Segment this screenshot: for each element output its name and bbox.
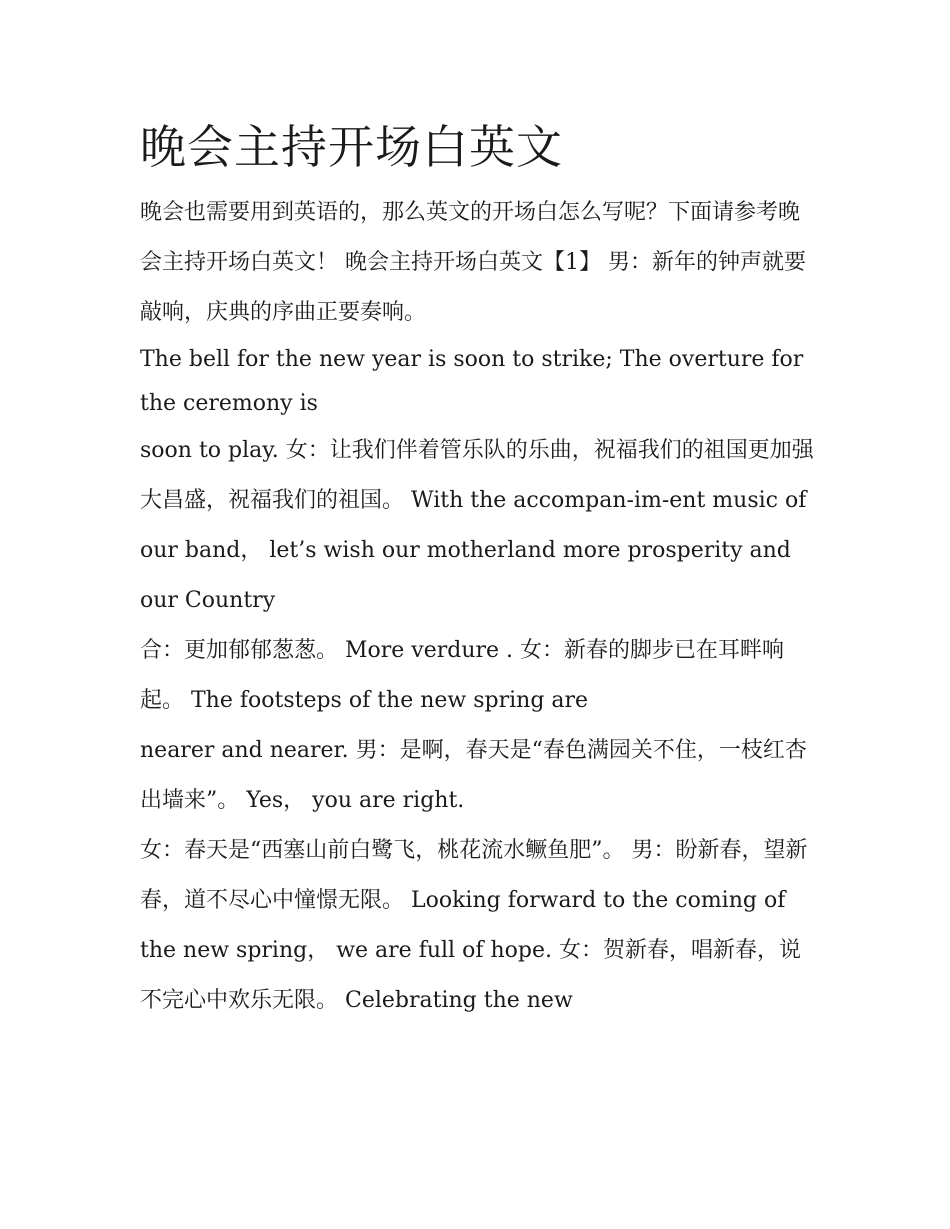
paragraph-intro: 晚会也需要用到英语的，那么英文的开场白怎么写呢？下面请参考晚会主持开场白英文！ 晚会主持开场白英文【1】 男：新年的钟声就要敲响，庆典的序曲正要奏响。 <box>140 200 806 325</box>
document-title: 晚会主持开场白英文 <box>140 120 563 174</box>
paragraph-band: soon to play. 女：让我们伴着管乐队的乐曲，祝福我们的祖国更加强大昌盛，祝福我们的祖国。 With the accompan-im-ent music of our band， let’s wish our motherland more prosperity and our Country <box>140 438 814 613</box>
paragraph-bell: The bell for the new year is soon to strike; The overture for the ceremony is <box>140 347 811 416</box>
document-page <box>140 112 820 1026</box>
paragraph-celebrate: the new spring， we are full of hope. 女：贺新春，唱新春，说不完心中欢乐无限。 Celebrating the new <box>140 938 801 1013</box>
paragraph-verdure: 合：更加郁郁葱葱。 More verdure . 女：新春的脚步已在耳畔响起。 The footsteps of the new spring are <box>140 638 785 713</box>
paragraph-egret: 女：春天是“西塞山前白鹭飞，桃花流水鳜鱼肥”。 男：盼新春，望新春，道不尽心中憧憬无限。 Looking forward to the coming of <box>140 838 808 913</box>
paragraph-spring: nearer and nearer. 男：是啊，春天是“春色满园关不住，一枝红杏出墙来”。 Yes， you are right. <box>140 738 807 813</box>
